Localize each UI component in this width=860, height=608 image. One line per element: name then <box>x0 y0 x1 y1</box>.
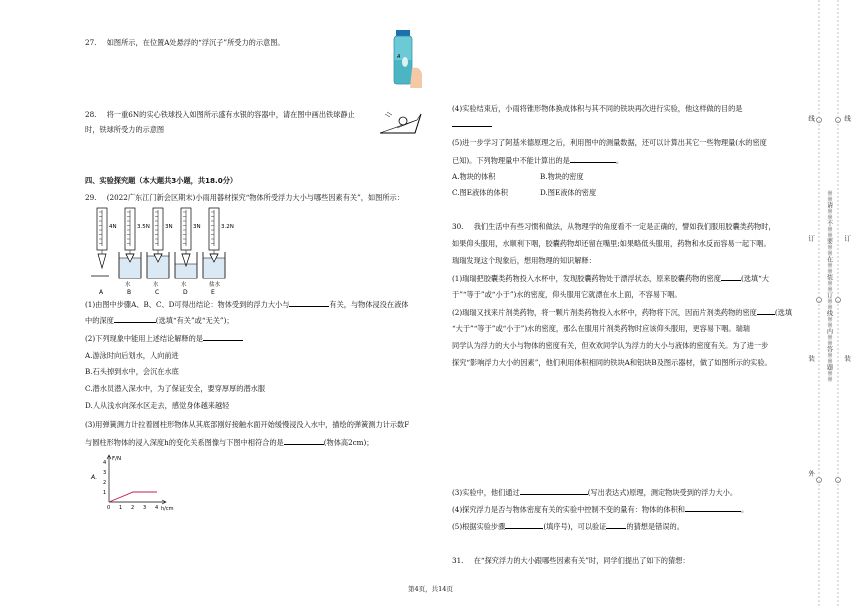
y-tick: 1 <box>103 490 107 496</box>
q30-p5-text-b: (填序号)，可以验证 <box>543 522 607 531</box>
y-axis-label: F/N <box>112 456 122 462</box>
q30-blank-2[interactable] <box>757 307 775 315</box>
q29-option-b: B.石头掉到水中，会沉在水底 <box>85 367 179 376</box>
q30-p4-text-a: (4)探究浮力是否与物体密度有关的实验中控制不变的量有：物体的体积和 <box>452 505 685 514</box>
q30-line5: 于”“等于”或“小于”)水的密度，仰头服用它就漂在水上面，不容易下咽。 <box>452 290 682 299</box>
liquid-label: 水 <box>153 282 159 288</box>
q29-intro-text: (2022广东江门新会区期末)小雨用器材探究“物体所受浮力大小与哪些因素有关”，如图所示： <box>106 193 404 202</box>
q29-intro <box>85 193 404 202</box>
liquid-label: 水 <box>181 282 187 288</box>
q29-p3-line2 <box>85 437 373 447</box>
q30-p3-text-b: (写出表达式)原理，测定物块受到的浮力大小。 <box>587 488 738 497</box>
q30-l4-text-a: (1)瑞瑞把胶囊类药物投入水杯中，发现胶囊药物处于漂浮状态，原来胶囊药物的密度 <box>452 274 721 283</box>
step-letter: C <box>155 289 160 296</box>
x-axis-label: h/cm <box>161 506 174 512</box>
step-letter: B <box>127 289 132 296</box>
q30-blank-5[interactable] <box>505 521 543 529</box>
x-tick: 2 <box>131 505 135 511</box>
q29-right-option-a: A.物块的体积 <box>452 172 496 181</box>
q28-line1 <box>85 110 355 119</box>
x-tick: 3 <box>143 505 147 511</box>
q29-option-c: C.潜水员潜入深水中，为了保证安全，要穿厚厚的潜水服 <box>85 384 266 393</box>
q29-p1 <box>85 299 409 309</box>
q29-right-option-b: B.物块的密度 <box>540 172 584 181</box>
step-letter: A <box>99 289 104 296</box>
q29-p1-text-b: 有关，与物体浸没在液体 <box>329 300 409 309</box>
q29-p5-text-b: 已知)。下列物理量中不能计算出的是 <box>452 156 570 165</box>
q30-l4-text-b: (选填“大 <box>740 274 769 283</box>
svg-text:A: A <box>397 54 401 60</box>
q30-line9: 探究“影响浮力大小的因素”，他们利用体积相同的铁块A和铝块B及图示器材，做了如图所示的实验。 <box>452 358 772 367</box>
q30-p5-text-a: (5)根据实验步骤 <box>452 522 506 531</box>
step-letter: D <box>183 289 188 296</box>
q30-number: 30. <box>452 222 464 231</box>
inner-word-line: 线 <box>843 115 852 122</box>
q30-line6 <box>452 307 792 317</box>
graph-label: A. <box>91 474 98 481</box>
q31-number: 31. <box>452 556 464 565</box>
scale-reading: 4N <box>109 224 117 230</box>
q29-p2-text: (2)下列现象中能用上述结论解释的是 <box>85 334 203 343</box>
outer-word-fix: 装 <box>807 355 816 362</box>
x-tick: 1 <box>119 505 123 511</box>
q29-blank-2[interactable] <box>114 315 156 323</box>
q30-line4 <box>452 273 769 283</box>
q29-p3-text-c: (物体高2cm)； <box>323 438 374 447</box>
q29-number: 29. <box>85 193 97 202</box>
spring-scale-figure <box>89 206 239 296</box>
diver-bottle-figure <box>383 30 423 88</box>
binding-margin <box>797 0 860 608</box>
q29-blank-5[interactable] <box>452 119 492 127</box>
liquid-label: 盐水 <box>209 282 221 288</box>
q30-blank-1[interactable] <box>721 273 741 281</box>
q29-p5-line2: 已知)。下列物理量中不能计算出的是 。 <box>452 156 624 165</box>
graph-c <box>452 34 527 94</box>
q27 <box>85 38 285 47</box>
scale-reading: 3.2N <box>221 224 234 230</box>
scale-reading: 3N <box>165 224 173 230</box>
section4-heading: 四、实验探究题（本大题共3小题，共18.0分） <box>85 176 238 185</box>
q29-p1-text-c: 中的深度 <box>85 316 114 325</box>
q29-p4-line1: (4)实验结束后，小雨将锥形物体换成体积与其不同的铁块再次进行实验，他这样做的目的是 <box>452 104 743 113</box>
q29-option-d: D.人从浅水向深水区走去，感觉身体越来越轻 <box>85 401 230 410</box>
graph-a <box>89 452 174 514</box>
q29-p5-line1: (5)进一步学习了阿基米德原理之后，利用图中的测量数据，还可以计算出其它一些物理量(水的密度 <box>452 138 767 147</box>
outer-word-bind: 订 <box>807 235 816 242</box>
q30-blank-6[interactable] <box>606 521 626 529</box>
inner-word-fix: 装 <box>843 355 852 362</box>
q29-right-option-c: C.图E液体的体积 <box>452 188 508 197</box>
inner-word-bind: 订 <box>843 235 852 242</box>
q28-text: 将一重6N的实心铁球投入如图所示盛有水银的容器中，请在图中画出铁球静止 <box>106 110 355 119</box>
q30-blank-3[interactable] <box>520 487 588 495</box>
q30-p3 <box>452 487 737 497</box>
q30-p5 <box>452 521 684 531</box>
step-letter: E <box>211 289 215 296</box>
q29-p1-text-a: (1)由图中步骤A、B、C、D可得出结论：物体受到的浮力大小与 <box>85 300 290 309</box>
q29-p1-cont <box>85 315 234 325</box>
graph-d <box>538 34 618 94</box>
y-tick: 3 <box>103 470 107 476</box>
q30-line7: “大于”“等于”或“小于”)水的密度，那么在服用片剂类药物时应该仰头服用，更容易下咽。瑞瑞 <box>452 324 750 333</box>
q29-right-option-d: D.图E液体的密度 <box>540 188 597 197</box>
page-footer: 第4页，共14页 <box>408 585 453 593</box>
q29-p1-text-d: (选填“有关”或“无关”)； <box>155 316 234 325</box>
q31-text: 在“探究浮力的大小跟哪些因素有关”时，同学们提出了如下的猜想： <box>473 556 690 565</box>
x-tick: 0 <box>107 505 111 511</box>
binding-warning: ※※请※※不※※要※※在※※装※※订※※线※※内※※答※※题※※ <box>825 190 833 382</box>
y-tick: 2 <box>103 480 107 486</box>
q30-line1 <box>452 222 776 231</box>
q29-p4-line2 <box>452 119 492 129</box>
graph-b <box>171 452 251 514</box>
q28-number: 28. <box>85 110 97 119</box>
q30-p5-text-c: 的猜想是错误的。 <box>626 522 684 531</box>
q30-line2: 如果仰头服用，水顺利下咽，胶囊药物却还留在嘴里;如果略低头服用，药物和水反而容易一起下咽。 <box>452 239 771 248</box>
liquid-label: 水 <box>125 282 131 288</box>
y-tick: 4 <box>103 460 107 466</box>
scale-reading: 3.5N <box>137 224 150 230</box>
outer-word-outside: 外 <box>807 470 816 477</box>
q30-text-1: 我们生活中有些习惯和做法，从物理学的角度看不一定是正确的，譬如我们服用胶囊类药物时， <box>473 222 776 231</box>
outer-word-line: 线 <box>807 115 816 122</box>
q27-text: 如图所示，在位置A处悬浮的“浮沉子”所受力的示意图。 <box>106 38 285 47</box>
q30-p4: (4)探究浮力是否与物体密度有关的实验中控制不变的量有：物体的体积和 。 <box>452 505 749 514</box>
q30-line8: 同学认为浮力的大小与物体的密度有关，但欢欢同学认为浮力的大小与液体的密度有关。为了进一步 <box>452 341 769 350</box>
q29-p3-line1: (3)用弹簧测力计拉着圆柱形物体从其底部刚好接触水面开始缓慢浸没入水中，描绘的弹簧测力计示数F <box>85 420 410 429</box>
q30-l6-text-b: (选填 <box>774 308 793 317</box>
q29-option-a: A.游泳时向后划水，人向前进 <box>85 351 179 360</box>
q29-blank-4[interactable] <box>284 437 324 445</box>
q30-experiment-figure <box>452 372 702 482</box>
graph-curve <box>109 492 157 502</box>
q31 <box>452 556 690 565</box>
q30-p3-text-a: (3)实验中，他们通过 <box>452 488 520 497</box>
q29-blank-6[interactable] <box>570 155 616 163</box>
scale-reading: 3N <box>193 224 201 230</box>
q29-blank-3[interactable] <box>203 333 243 341</box>
q30-blank-4[interactable] <box>685 504 741 512</box>
q28-line2: 时，铁球所受力的示意图 <box>85 125 165 134</box>
q30-l6-text-a: (2)瑞瑞又找来片剂类药物，将一颗片剂类药物投入水杯中，药物将下沉，因而片剂类药物的密度 <box>452 308 757 317</box>
q29-blank-1[interactable] <box>289 299 329 307</box>
q27-number: 27. <box>85 38 97 47</box>
mercury-container-figure <box>377 108 423 138</box>
q29-p3-text-b: 与圆柱形物体的浸入深度h的变化关系图像与下图中相符合的是 <box>85 438 284 447</box>
q29-p2 <box>85 333 243 343</box>
x-tick: 4 <box>155 505 159 511</box>
q30-line3: 瑞瑞发现这个现象后，想用物理的知识解释： <box>452 256 596 265</box>
